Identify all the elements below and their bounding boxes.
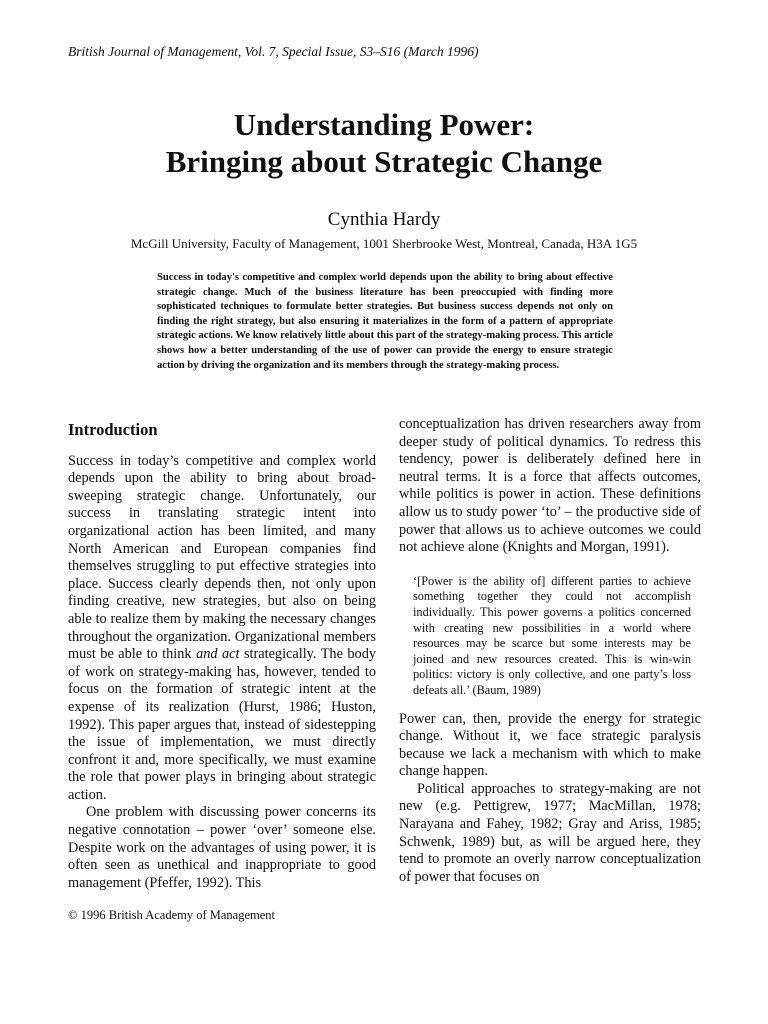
left-column xyxy=(68,418,376,892)
paragraph-text: strategically. The body of work on strategy-making has, however, tended to focus on the formation of strategic intent at the expense of its realization (Hurst, 1986; Huston, 1992). This paper argues that, instead of sidestepping the issue of implementation, we must directly confront it and, more specifically, we must examine the role that power plays in bringing about strategic action. xyxy=(68,646,376,803)
right-column xyxy=(399,416,701,886)
article-title xyxy=(0,106,768,180)
title-line-1: Understanding Power: xyxy=(233,107,535,142)
abstract: Success in today's competitive and complex world depends upon the ability to bring about effective strategic change. Much of the business literature has been preoccupied with finding more sophisticated techniques to formulate better strategies. But business success depends not only on finding the right strategy, but also ensuring it materializes in the form of a pattern of appropriate strategic actions. We know relatively little about this part of the strategy-making process. This article shows how a better understanding of the use of power can provide the energy to ensure strategic action by driving the organization and its members through the strategy-making process. xyxy=(157,272,613,371)
block-quote: ‘[Power is the ability of] different parties to achieve something together they could not accomplish individually. This power governs a politics concerned with creating new possibilities in a world where resources may be scarce but some interests may be joined and new resources created. This is win-win politics: victory is only collective, and one party’s loss defeats all.’ (Baum, 1989) xyxy=(413,573,691,697)
copyright-footer: © 1996 British Academy of Management xyxy=(68,908,276,922)
author-name: Cynthia Hardy xyxy=(327,209,441,230)
body-paragraph: Political approaches to strategy-making are not new (e.g. Pettigrew, 1977; MacMillan, 1978; Narayana and Fahey, 1982; Gray and Ariss, 1985; Schwenk, 1989) but, as will be argued here, they tend to promote an overly narrow conceptualization of power that focuses on xyxy=(399,780,701,885)
emphasis-text: and act xyxy=(196,646,240,663)
paragraph-text: Success in today’s competitive and complex world depends upon the ability to bring about broad-sweeping strategic change. Unfortunately, our success in translating strategic intent into organizational action has been limited, and many North American and European companies find themselves struggling to put effective strategies into place. Success clearly depends then, not only upon finding creative, new strategies, but also on being able to realize them by making the necessary changes throughout the organization. Organizational members must be able to think xyxy=(68,452,376,663)
body-paragraph xyxy=(68,453,376,805)
journal-citation: British Journal of Management, Vol. 7, Special Issue, S3–S16 (March 1996) xyxy=(68,44,479,59)
body-paragraph: conceptualization has driven researchers away from deeper study of political dynamics. To redress this tendency, power is deliberately defined here in neutral terms. It is a force that affects outcomes, while politics is power in action. These definitions allow us to study power ‘to’ – the productive side of power that allows us to achieve outcomes we could not achieve alone (Knights and Morgan, 1991). xyxy=(399,416,701,556)
body-paragraph: One problem with discussing power concerns its negative connotation – power ‘over’ someone else. Despite work on the advantages of using power, it is often seen as unethical and inappropriate to good management (Pfeffer, 1992). This xyxy=(68,804,376,891)
title-line-2: Bringing about Strategic Change xyxy=(165,144,603,179)
body-paragraph: Power can, then, provide the energy for strategic change. Without it, we face strategic paralysis because we lack a mechanism with which to make change happen. xyxy=(399,710,701,780)
section-heading: Introduction xyxy=(68,420,158,439)
author-affiliation: McGill University, Faculty of Management, 1001 Sherbrooke West, Montreal, Canada, H3A 1G5 xyxy=(130,236,638,251)
